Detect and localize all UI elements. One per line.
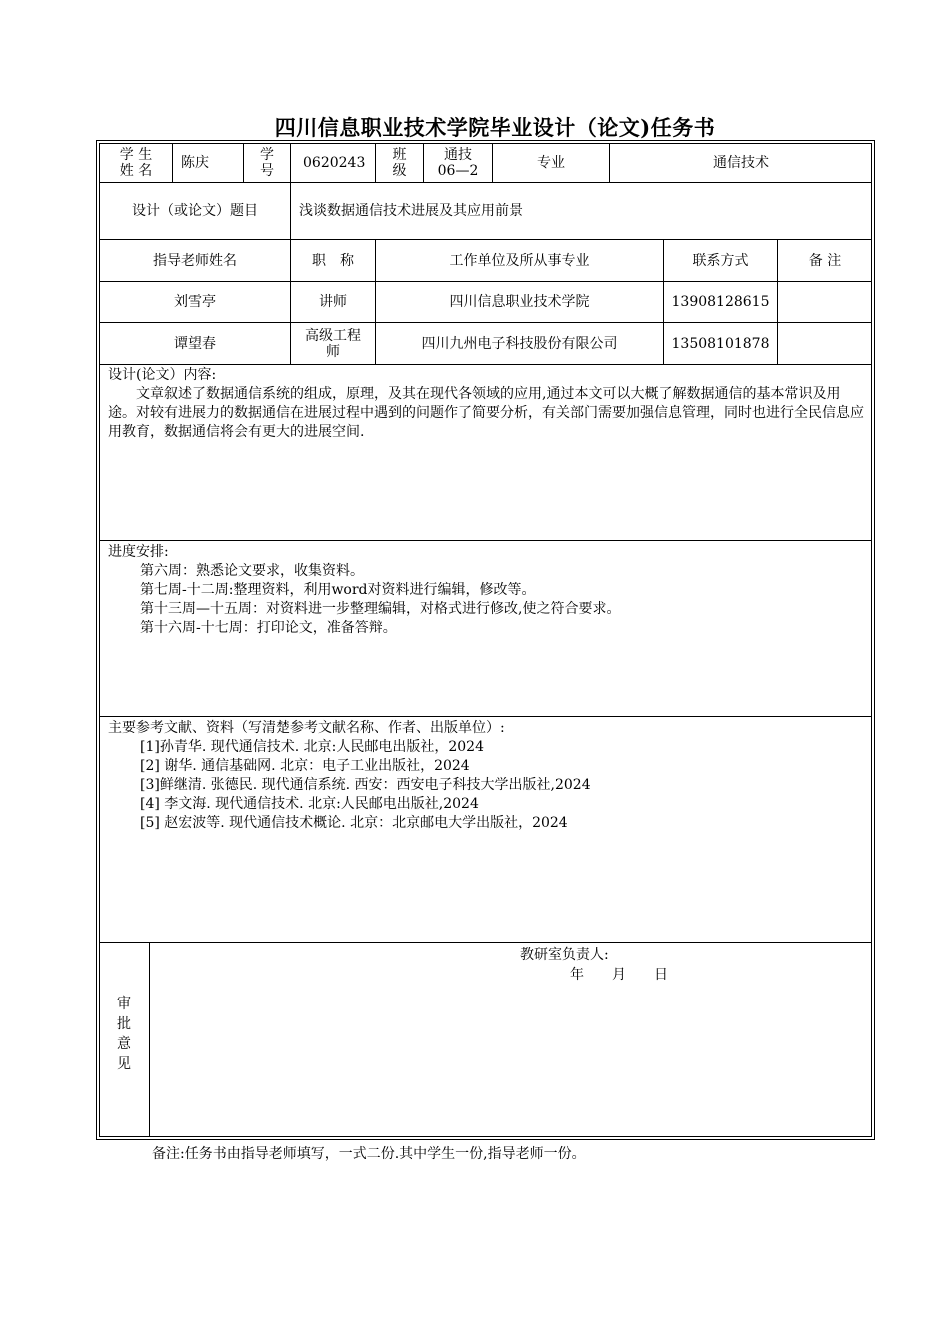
major-label: 专业	[537, 155, 565, 171]
reference-item: [4] 李文海. 现代通信技术. 北京:人民邮电出版社,2024	[140, 796, 479, 812]
advisor-rank-header: 职 称	[312, 252, 354, 269]
topic-label: 设计（或论文）题目	[132, 203, 258, 219]
approval-date: 年 月 日	[570, 967, 668, 983]
content-text: 文章叙述了数据通信系统的组成，原理，及其在现代各领域的应用,通过本文可以大概了解数据通信的基本常识及用途。对较有进展力的数据通信在进展过程中遇到的问题作了简要分析，有关部门需要加强信息管理，同时也进行全民信息应用教育，数据通信将会有更大的进展空间.	[108, 386, 864, 440]
advisor-note-header: 备 注	[808, 252, 842, 269]
class-label: 班 级	[392, 147, 407, 179]
department-head-label: 教研室负责人:	[520, 947, 609, 963]
advisor-name-header: 指导老师姓名	[153, 252, 237, 269]
advisor-name: 刘雪亭	[174, 294, 216, 310]
student-id: 0620243	[303, 155, 366, 171]
advisor-rank: 高级工程 师	[305, 327, 361, 360]
schedule-item: 第七周-十二周:整理资料，利用word对资料进行编辑，修改等。	[140, 582, 536, 598]
reference-item: [1]孙青华. 现代通信技术. 北京:人民邮电出版社，2024	[140, 739, 484, 755]
advisor-contact-header: 联系方式	[692, 252, 749, 269]
advisor-unit: 四川信息职业技术学院	[449, 294, 590, 310]
approval-label: 审 批 意 见	[117, 996, 131, 1072]
schedule-label: 进度安排:	[108, 544, 169, 560]
content-section	[108, 366, 868, 442]
advisor-note	[778, 323, 872, 364]
student-id-label: 学 号	[260, 147, 274, 179]
topic-value: 浅谈数据通信技术进展及其应用前景	[299, 203, 523, 219]
reference-item: [5] 赵宏波等. 现代通信技术概论. 北京：北京邮电大学出版社，2024	[140, 815, 568, 831]
advisor-rank: 讲师	[319, 294, 347, 310]
footer-note: 备注:任务书由指导老师填写，一式二份.其中学生一份,指导老师一份。	[152, 1146, 586, 1162]
schedule-item: 第六周：熟悉论文要求，收集资料。	[140, 563, 364, 579]
references-section	[108, 719, 868, 833]
reference-item: [3]鲜继清. 张德民. 现代通信系统. 西安：西安电子科技大学出版社,2024	[140, 777, 591, 793]
references-label: 主要参考文献、资料（写清楚参考文献名称、作者、出版单位）:	[108, 720, 505, 736]
advisor-unit-header: 工作单位及所从事专业	[449, 252, 590, 269]
schedule-item: 第十六周-十七周：打印论文，准备答辩。	[140, 620, 397, 636]
advisor-phone: 13508101878	[671, 335, 770, 352]
content-label: 设计(论文）内容:	[108, 367, 217, 383]
advisor-name: 谭望春	[174, 335, 216, 352]
advisor-unit: 四川九州电子科技股份有限公司	[421, 335, 618, 352]
student-name-label: 学 生 姓 名	[119, 147, 153, 179]
advisor-note	[778, 282, 872, 322]
schedule-item: 第十三周—十五周：对资料进一步整理编辑，对格式进行修改,使之符合要求。	[140, 601, 621, 617]
document-title: 四川信息职业技术学院毕业设计（论文)任务书	[274, 115, 716, 140]
advisor-phone: 13908128615	[671, 294, 770, 310]
schedule-section	[108, 543, 868, 638]
major-value: 通信技术	[713, 155, 769, 171]
student-name: 陈庆	[181, 155, 209, 171]
reference-item: [2] 谢华. 通信基础网. 北京：电子工业出版社，2024	[140, 758, 470, 774]
class-value: 通技 06—2	[437, 147, 479, 179]
